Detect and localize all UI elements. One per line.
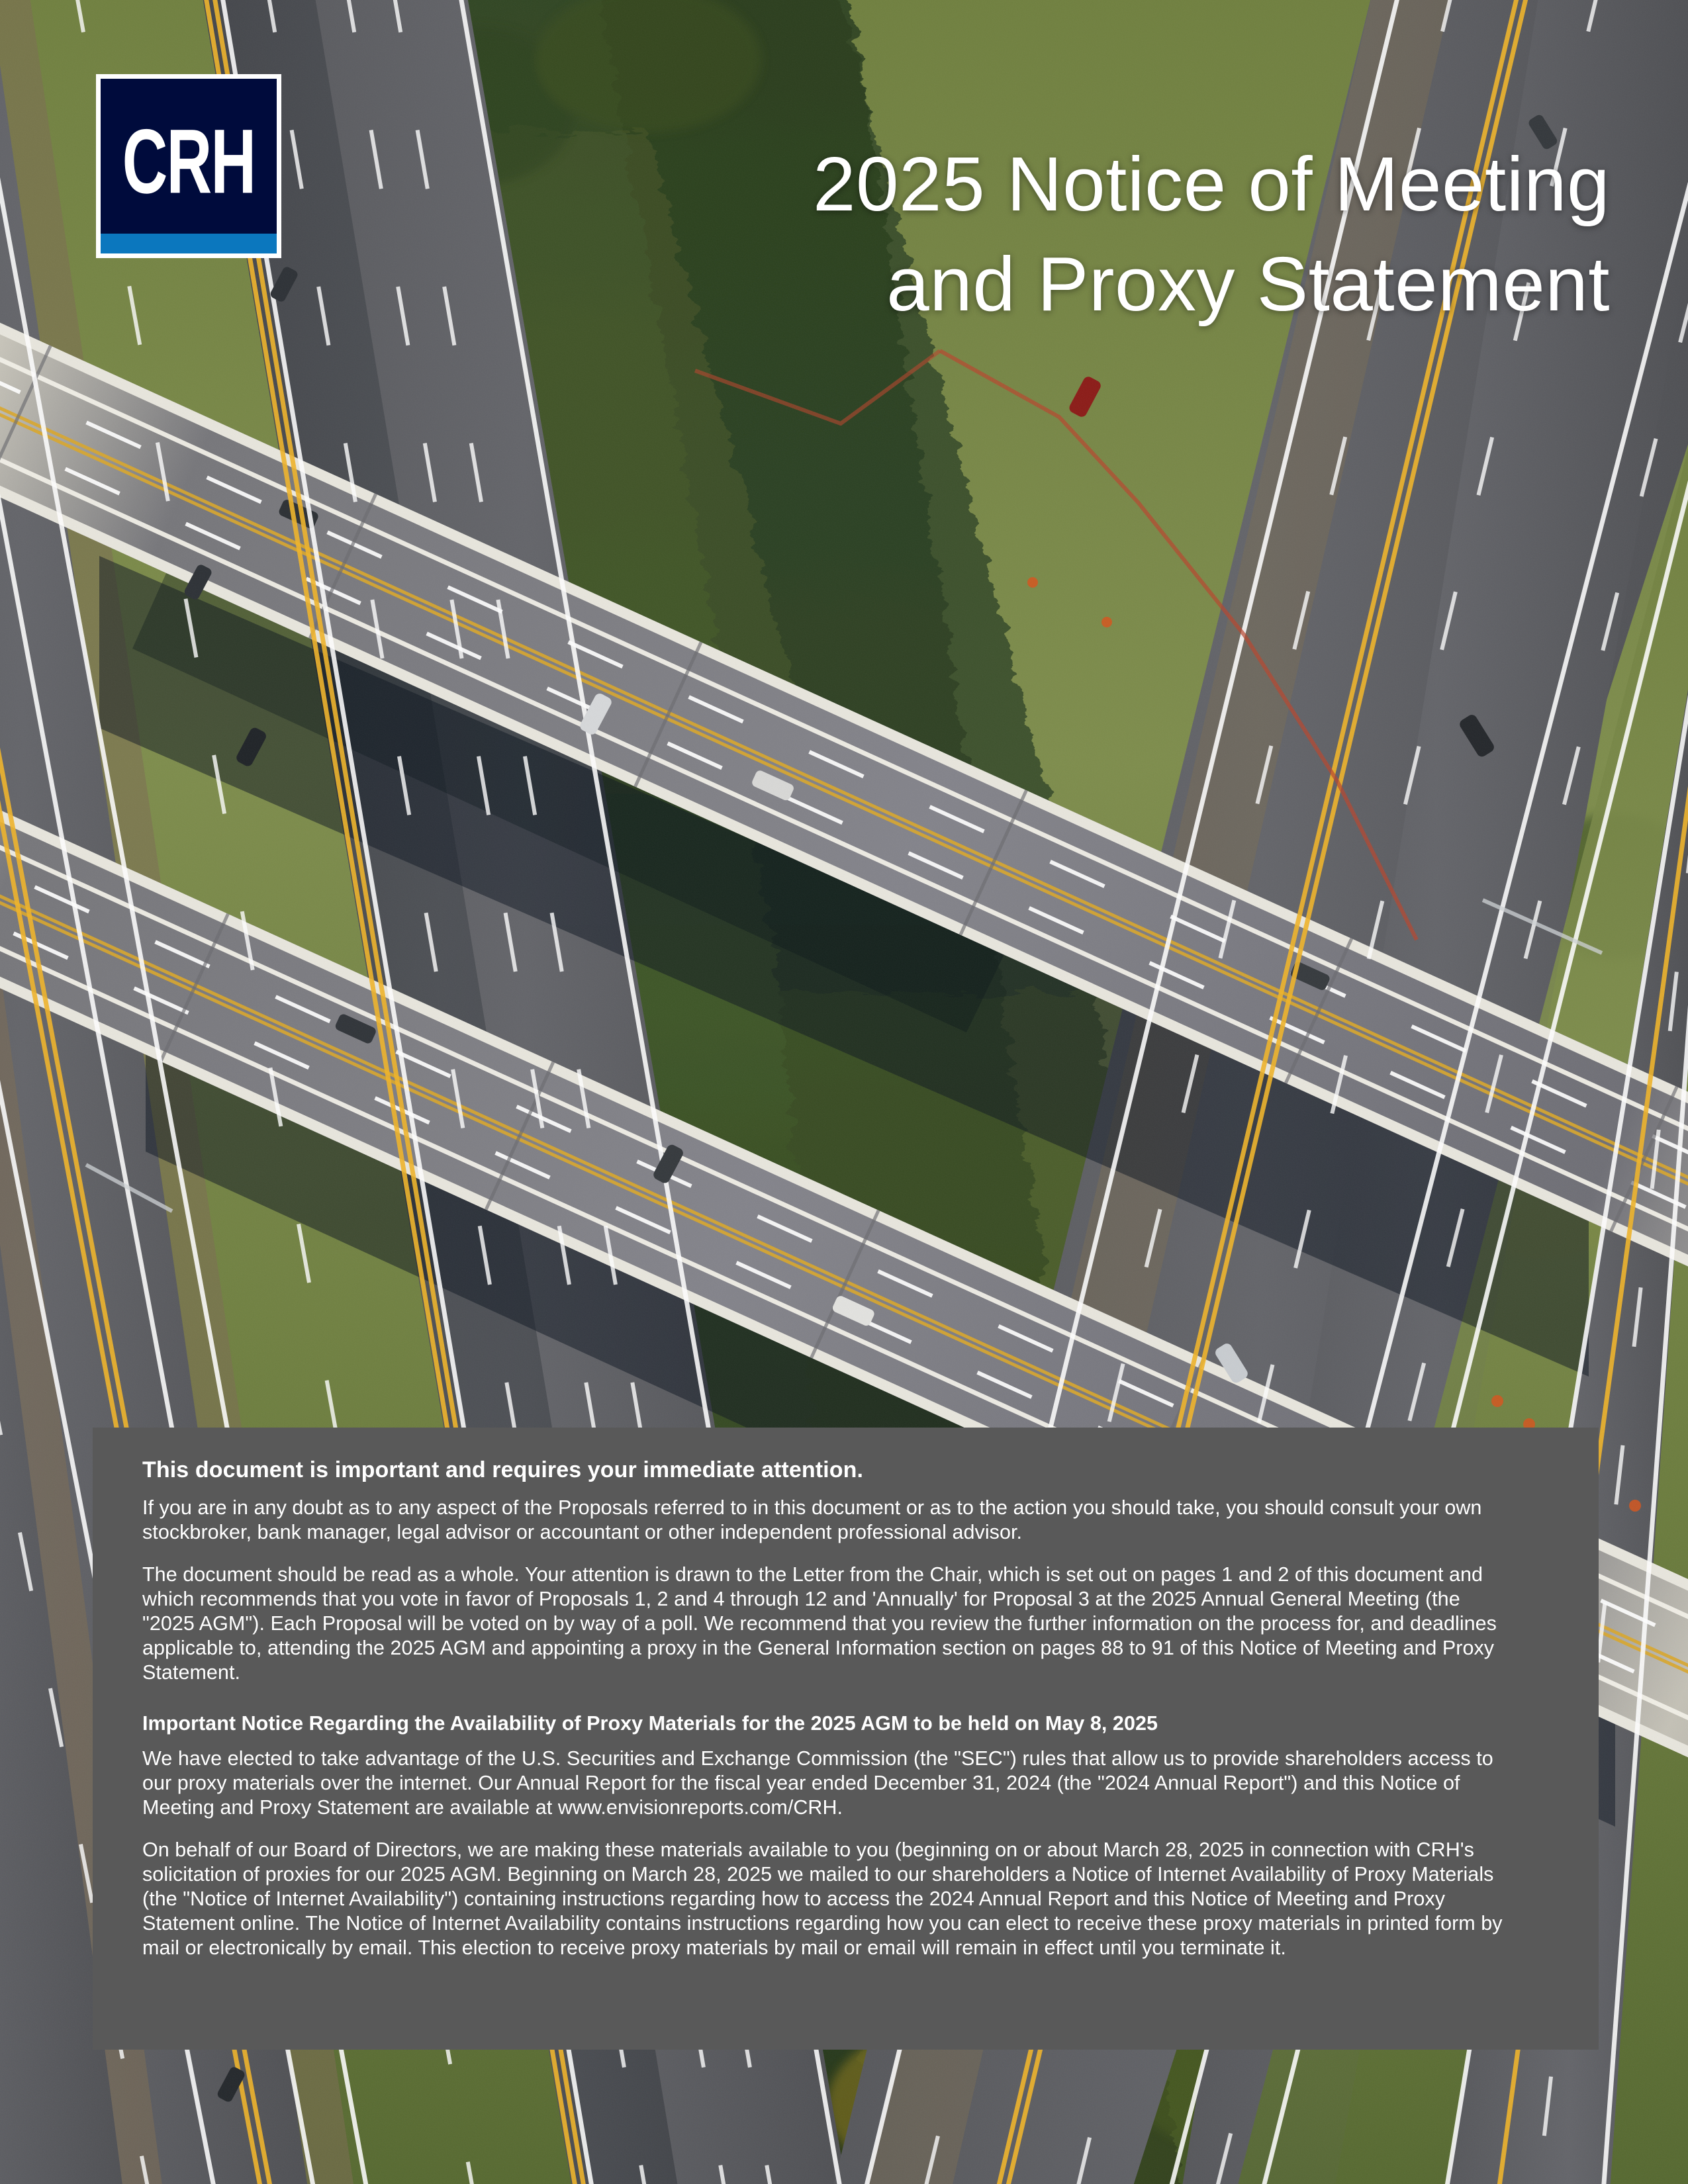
cover-title-line-1: 2025 Notice of Meeting	[813, 140, 1610, 227]
logo-blue-bar	[101, 234, 277, 253]
crh-logo	[96, 74, 281, 258]
notice-paragraph-2: The document should be read as a whole. Your attention is drawn to the Letter from the Chair, which is set out on pages 1 and 2 of this document and which recommends that you vote in favor of Proposals 1, 2 and 4 through 12 and 'Annually' for Proposal 3 at the 2025 Annual General Meeting (the "2025 AGM"). Each Proposal will be voted on by way of a poll. We recommend that you review the further information on the process for, and deadlines applicable to, attending the 2025 AGM and appointing a proxy in the General Information section on pages 88 to 91 of this Notice of Meeting and Proxy Statement.	[142, 1563, 1497, 1684]
notice-paragraph-3: We have elected to take advantage of the U.S. Securities and Exchange Commission (the "SEC") rules that allow us to provide shareholders access to our proxy materials over the internet. Our Annual Report for the fiscal year ended December 31, 2024 (the "2024 Annual Report") and this Notice of Meeting and Proxy Statement are available at www.envisionreports.com/CRH.	[142, 1747, 1493, 1819]
cover-title-line-2: and Proxy Statement	[886, 240, 1610, 327]
notice-paragraph-1: If you are in any doubt as to any aspect of the Proposals referred to in this document or as to the action you should take, you should consult your own stockbroker, bank manager, legal advisor or accountant or other independent professional advisor.	[142, 1496, 1482, 1543]
notice-paragraph-4: On behalf of our Board of Directors, we are making these materials available to you (beginning on or about March 28, 2025 in connection with CRH's solicitation of proxies for our 2025 AGM. Beginning on March 28, 2025 we mailed to our shareholders a Notice of Internet Availability of Proxy Materials (the "Notice of Internet Availability") containing instructions regarding how to access the 2024 Annual Report and this Notice of Meeting and Proxy Statement online. The Notice of Internet Availability contains instructions regarding how you can elect to receive these proxy materials in printed form by mail or electronically by email. This election to receive proxy materials by mail or email will remain in effect until you terminate it.	[142, 1838, 1503, 1959]
proxy-materials-availability-subheading: Important Notice Regarding the Availability of Proxy Materials for the 2025 AGM to be held on May 8, 2025	[142, 1711, 1158, 1735]
crh-wordmark: CRH	[122, 109, 256, 212]
notice-heading: This document is important and requires your immediate attention.	[142, 1457, 863, 1482]
logo-navy-field	[101, 79, 277, 253]
cover-title	[551, 134, 1610, 334]
important-notice-panel	[93, 1428, 1599, 2050]
